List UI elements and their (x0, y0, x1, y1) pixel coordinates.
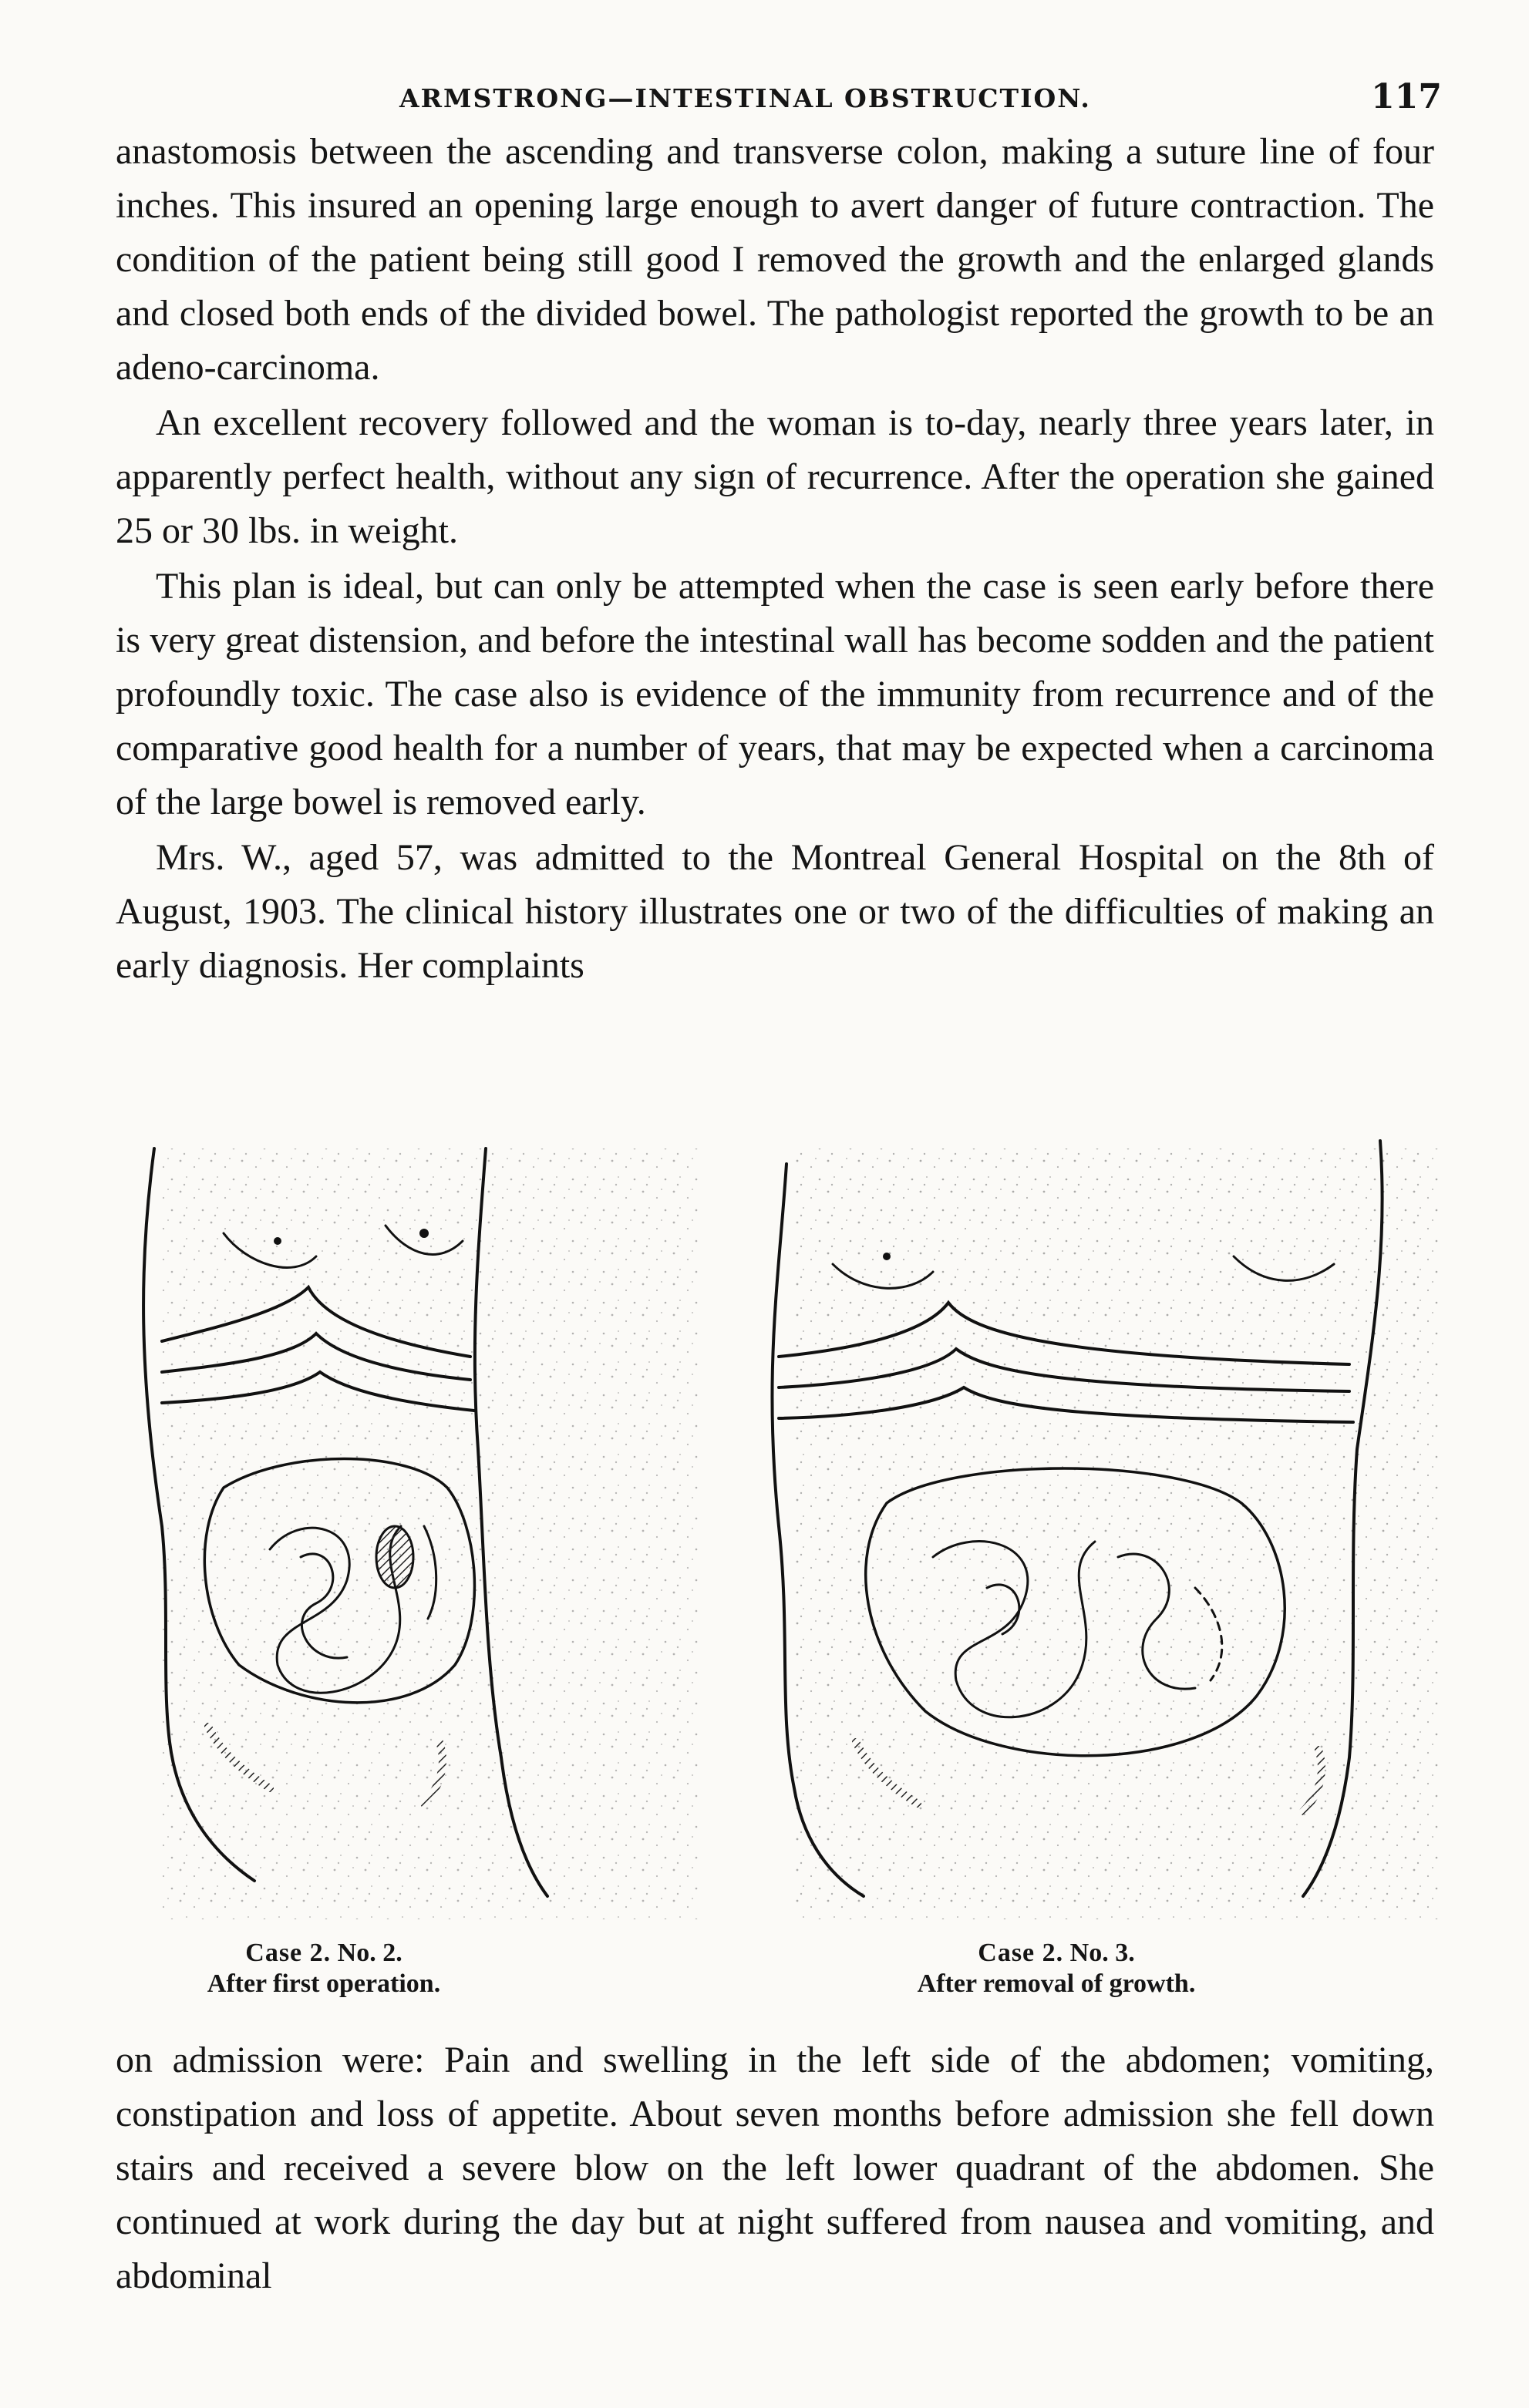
figure-caption-left (93, 1938, 555, 1999)
caption-case: Case 2. (978, 1939, 1064, 1967)
caption-case: Case 2. (245, 1939, 332, 1967)
caption-description: After first operation. (207, 1969, 441, 1998)
figure-caption-right (810, 1938, 1303, 1999)
abdomen-illustration (116, 1125, 1442, 1958)
figure-left (143, 1149, 702, 1919)
paragraph: on admission were: Pain and swelling in the left side of the abdomen; vomiting, constipation and loss of appetite. About seven months before admission she fell down stairs and received a severe blow on the left lower quadrant of the abdomen. She continued at work during the day but at night suffered from nausea and vomiting, and abdominal (116, 2040, 1434, 2296)
paragraph: An excellent recovery followed and the woman is to-day, nearly three years later, in apparently perfect health, without any sign of recurrence. After the operation she gained 25 or 30 lbs. in weight. (116, 402, 1434, 551)
running-head: ARMSTRONG—INTESTINAL OBSTRUCTION. (399, 83, 1091, 113)
growth-mark (376, 1526, 413, 1588)
figure-right (772, 1141, 1442, 1919)
illustration-svg (116, 1125, 1442, 1958)
page-header (116, 68, 1442, 122)
caption-description: After removal of growth. (917, 1969, 1196, 1998)
paragraph: Mrs. W., aged 57, was admitted to the Montreal General Hospital on the 8th of August, 1903. The clinical history illustrates one or two of the difficulties of making an early diagnosis. Her complaints (116, 837, 1434, 986)
body-text-bottom (116, 2033, 1434, 2303)
caption-number: No. 3. (1069, 1939, 1135, 1967)
paragraph: anastomosis between the ascending and transverse colon, making a suture line of four inches. This insured an opening large enough to avert danger of future contraction. The condition of the patient being still good I removed the growth and the enlarged glands and closed both ends of the divided bowel. The pathologist reported the growth to be an adeno-carcinoma. (116, 131, 1434, 388)
page-number: 117 (1371, 77, 1442, 116)
body-text-top (116, 125, 1434, 993)
paragraph: This plan is ideal, but can only be attempted when the case is seen early before there is very great distension, and before the intestinal wall has become sodden and the patient profoundly toxic. The case also is evidence of the immunity from recurrence and of the comparative good health for a number of years, that may be expected when a carcinoma of the large bowel is removed early. (116, 566, 1434, 822)
caption-number: No. 2. (337, 1939, 402, 1967)
